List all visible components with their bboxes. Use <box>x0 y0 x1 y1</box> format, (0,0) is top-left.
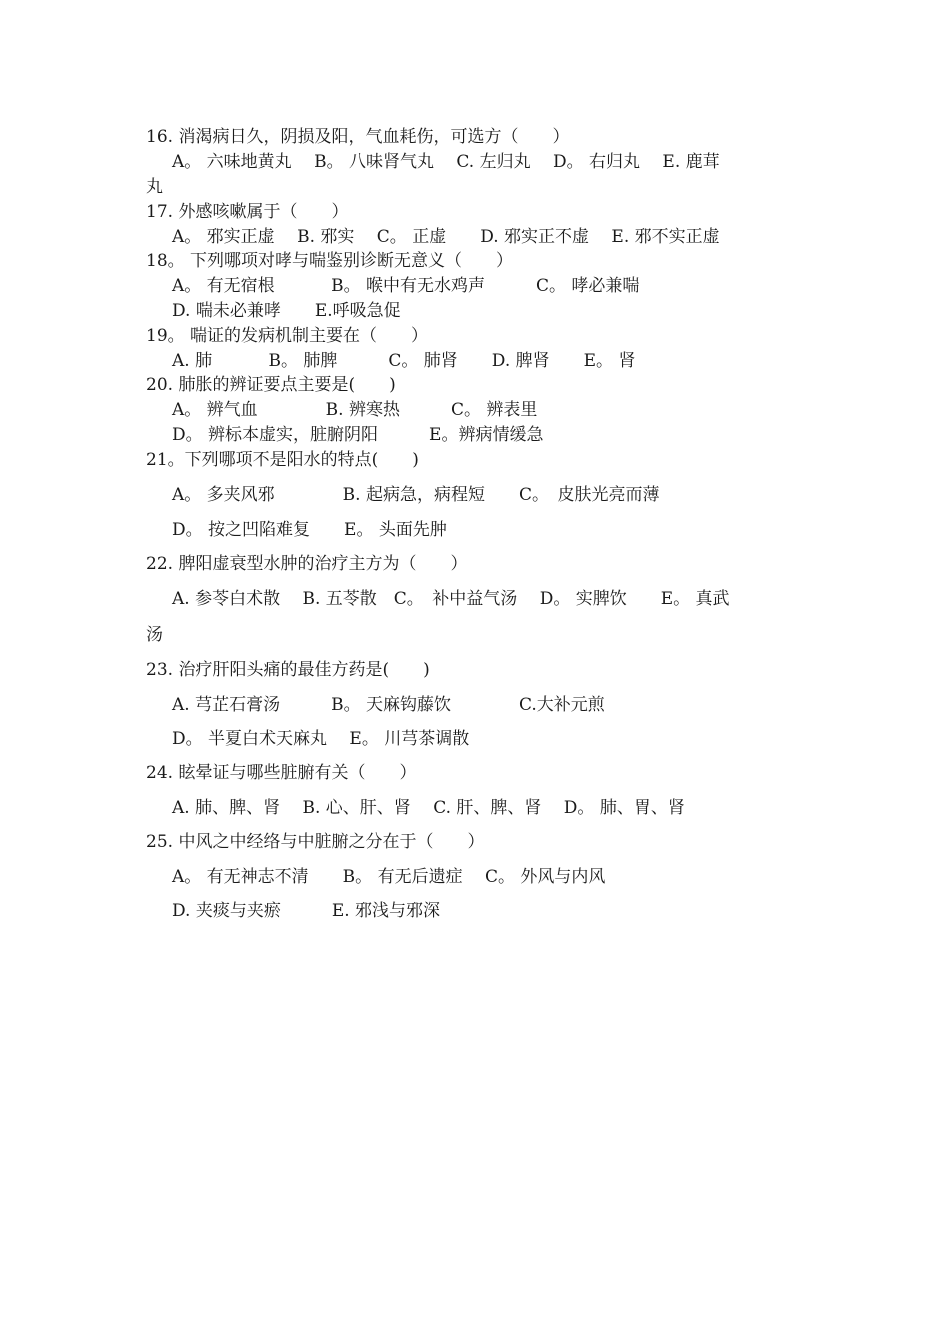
question-20-options-2: D。 辨标本虚实，脏腑阴阳 E。辨病情缓急 <box>172 425 544 445</box>
question-21-stem: 21。下列哪项不是阳水的特点( ) <box>146 450 419 470</box>
question-25-options-1: A。 有无神志不清 B。 有无后遗症 C。 外风与内风 <box>172 867 606 887</box>
question-16-stem: 16. 消渴病日久，阴损及阳，气血耗伤，可选方（ ） <box>146 127 570 147</box>
question-21-options-2: D。 按之凹陷难复 E。 头面先肿 <box>172 520 447 540</box>
question-21-options-1: A。 多夹风邪 B. 起病急，病程短 C。 皮肤光亮而薄 <box>172 485 660 505</box>
question-23-options-1: A. 芎芷石膏汤 B。 天麻钩藤饮 C.大补元煎 <box>172 695 605 715</box>
question-22-stem: 22. 脾阳虚衰型水肿的治疗主方为（ ） <box>146 554 468 574</box>
question-19-stem: 19。 喘证的发病机制主要在（ ） <box>146 326 429 346</box>
question-16-options-wrap: 丸 <box>146 177 163 197</box>
question-18-stem: 18。 下列哪项对哮与喘鉴别诊断无意义（ ） <box>146 251 514 271</box>
question-23-stem: 23. 治疗肝阳头痛的最佳方药是( ) <box>146 660 430 680</box>
question-20-options-1: A。 辨气血 B. 辨寒热 C。 辨表里 <box>172 400 538 420</box>
question-17-options: A。 邪实正虚 B. 邪实 C。 正虚 D. 邪实正不虚 E. 邪不实正虚 <box>172 227 720 247</box>
question-18-options-2: D. 喘未必兼哮 E.呼吸急促 <box>172 301 401 321</box>
question-18-options-1: A。 有无宿根 B。 喉中有无水鸡声 C。 哮必兼喘 <box>172 276 640 296</box>
question-20-stem: 20. 肺胀的辨证要点主要是( ) <box>146 375 396 395</box>
question-16-options: A。 六味地黄丸 B。 八味肾气丸 C. 左归丸 D。 右归丸 E. 鹿茸 <box>172 152 720 172</box>
question-25-options-2: D. 夹痰与夹瘀 E. 邪浅与邪深 <box>172 901 441 921</box>
question-22-options: A. 参苓白术散 B. 五苓散 C。 补中益气汤 D。 实脾饮 E。 真武 <box>172 589 730 609</box>
question-22-options-wrap: 汤 <box>146 625 163 645</box>
question-25-stem: 25. 中风之中经络与中脏腑之分在于（ ） <box>146 832 485 852</box>
question-24-options: A. 肺、脾、肾 B. 心、肝、肾 C. 肝、脾、肾 D。 肺、胃、肾 <box>172 798 685 818</box>
question-19-options: A. 肺 B。 肺脾 C。 肺肾 D. 脾肾 E。 肾 <box>172 351 636 371</box>
question-24-stem: 24. 眩晕证与哪些脏腑有关（ ） <box>146 763 417 783</box>
question-17-stem: 17. 外感咳嗽属于（ ） <box>146 202 349 222</box>
question-23-options-2: D。 半夏白术天麻丸 E。 川芎茶调散 <box>172 729 470 749</box>
